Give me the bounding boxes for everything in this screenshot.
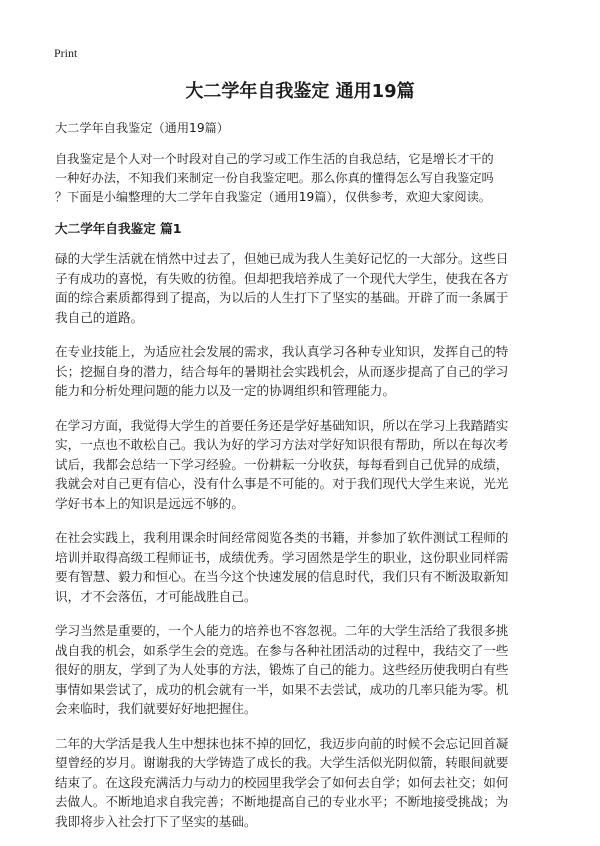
intro-line: ？下面是小编整理的大二学年自我鉴定（通用19篇），仅供参考，欢迎大家阅读。 (55, 190, 491, 204)
paragraph-line: 识，才不会落伍，才可能战胜自己。 (55, 588, 257, 604)
paragraph-line: 面的综合素质都得到了提高，为以后的人生打下了坚实的基础。开辟了而一条属于 (55, 290, 509, 305)
page-title: 大二学年自我鉴定 通用19篇 (185, 81, 415, 102)
paragraph-line: 去做人。不断地追求自我完善；不断地提高自己的专业水平；不断地接受挑战；为 (55, 794, 509, 809)
body-paragraph-4 (55, 528, 550, 606)
paragraph-line: 子有成功的喜悦，有失败的彷徨。但却把我培养成了一个现代大学生，使我在各方 (55, 270, 509, 286)
paragraph-line: 实，一点也不敢松自己。我认为好的学习方法对学好知识很有帮助，所以在每次考 (55, 437, 509, 452)
body-paragraph-2 (55, 342, 550, 401)
paragraph-line: 能力和分析处理问题的能力以及一定的协调组织和管理能力。 (55, 383, 396, 398)
paragraph-line: 二年的大学活是我人生中想抹也抹不掉的回忆，我迈步向前的时候不会忘记回首凝 (55, 735, 509, 751)
paragraph-line: 很好的朋友，学到了为人处事的方法，锻炼了自己的能力。这些经历使我明白有些 (55, 662, 509, 677)
paragraph-line: 在学习方面，我觉得大学生的首要任务还是学好基础知识，所以在学习上我踏踏实 (55, 417, 509, 433)
paragraph-line: 会来临时，我们就要好好地把握住。 (55, 701, 257, 716)
paragraph-line: 我就会对自己更有信心，没有什么事是不可能的。对于我们现代大学生来说，光光 (55, 476, 509, 491)
paragraph-line: 望曾经的岁月。谢谢我的大学铸造了成长的我。大学生活似光阴似箭，转眼间就要 (55, 755, 509, 770)
paragraph-line: 试后，我都会总结一下学习经验。一份耕耘一分收获，每每看到自己优异的成绩， (55, 456, 509, 472)
print-link[interactable]: Print (54, 46, 78, 60)
intro-paragraph (55, 150, 550, 207)
paragraph-line: 长；挖掘自身的潜力，结合每年的暑期社会实践机会，从而逐步提高了自己的学习 (55, 363, 509, 379)
paragraph-line: 战自我的机会，如系学生会的竞选。在参与各种社团活动的过程中，我结交了一些 (55, 642, 509, 658)
article-subtitle: 大二学年自我鉴定（通用19篇） (55, 121, 229, 135)
body-paragraph-5 (55, 621, 550, 719)
paragraph-line: 培训并取得高级工程师证书，成绩优秀。学习固然是学生的职业，这份职业同样需 (55, 549, 509, 565)
paragraph-line: 学好书本上的知识是远远不够的。 (55, 495, 244, 511)
intro-line: 自我鉴定是个人对一个时段对自己的学习或工作生活的自我总结，它是增长才干的 (55, 152, 494, 166)
paragraph-line: 我即将步入社会打下了坚实的基础。 (55, 813, 257, 829)
body-paragraph-6 (55, 734, 550, 832)
body-paragraph-1 (55, 249, 550, 327)
paragraph-line: 在专业技能上，为适应社会发展的需求，我认真学习各种专业知识，发挥自己的特 (55, 344, 509, 359)
paragraph-line: 学习当然是重要的，一个人能力的培养也不容忽视。二年的大学生活给了我很多挑 (55, 623, 509, 638)
article-body (55, 119, 550, 846)
paragraph-line: 碌的大学生活就在悄然中过去了，但她已成为我人生美好记忆的一大部分。这些日 (55, 251, 509, 266)
paragraph-line: 在社会实践上，我利用课余时间经常阅览各类的书籍，并参加了软件测试工程师的 (55, 530, 509, 545)
paragraph-line: 我自己的道路。 (55, 309, 144, 325)
body-paragraph-3 (55, 416, 550, 514)
intro-line: 一种好办法，不知我们来制定一份自我鉴定吧。那么你真的懂得怎么写自我鉴定吗 (55, 171, 494, 185)
paragraph-line: 结束了。在这段充满活力与动力的校园里我学会了如何去自学；如何去社交；如何 (55, 774, 509, 790)
section-heading: 大二学年自我鉴定 篇1 (55, 221, 182, 236)
paragraph-line: 要有智慧、毅力和恒心。在当今这个快速发展的信息时代，我们只有不断汲取新知 (55, 569, 509, 584)
paragraph-line: 事情如果尝试了，成功的机会就有一半，如果不去尝试，成功的几率只能为零。机 (55, 681, 509, 697)
